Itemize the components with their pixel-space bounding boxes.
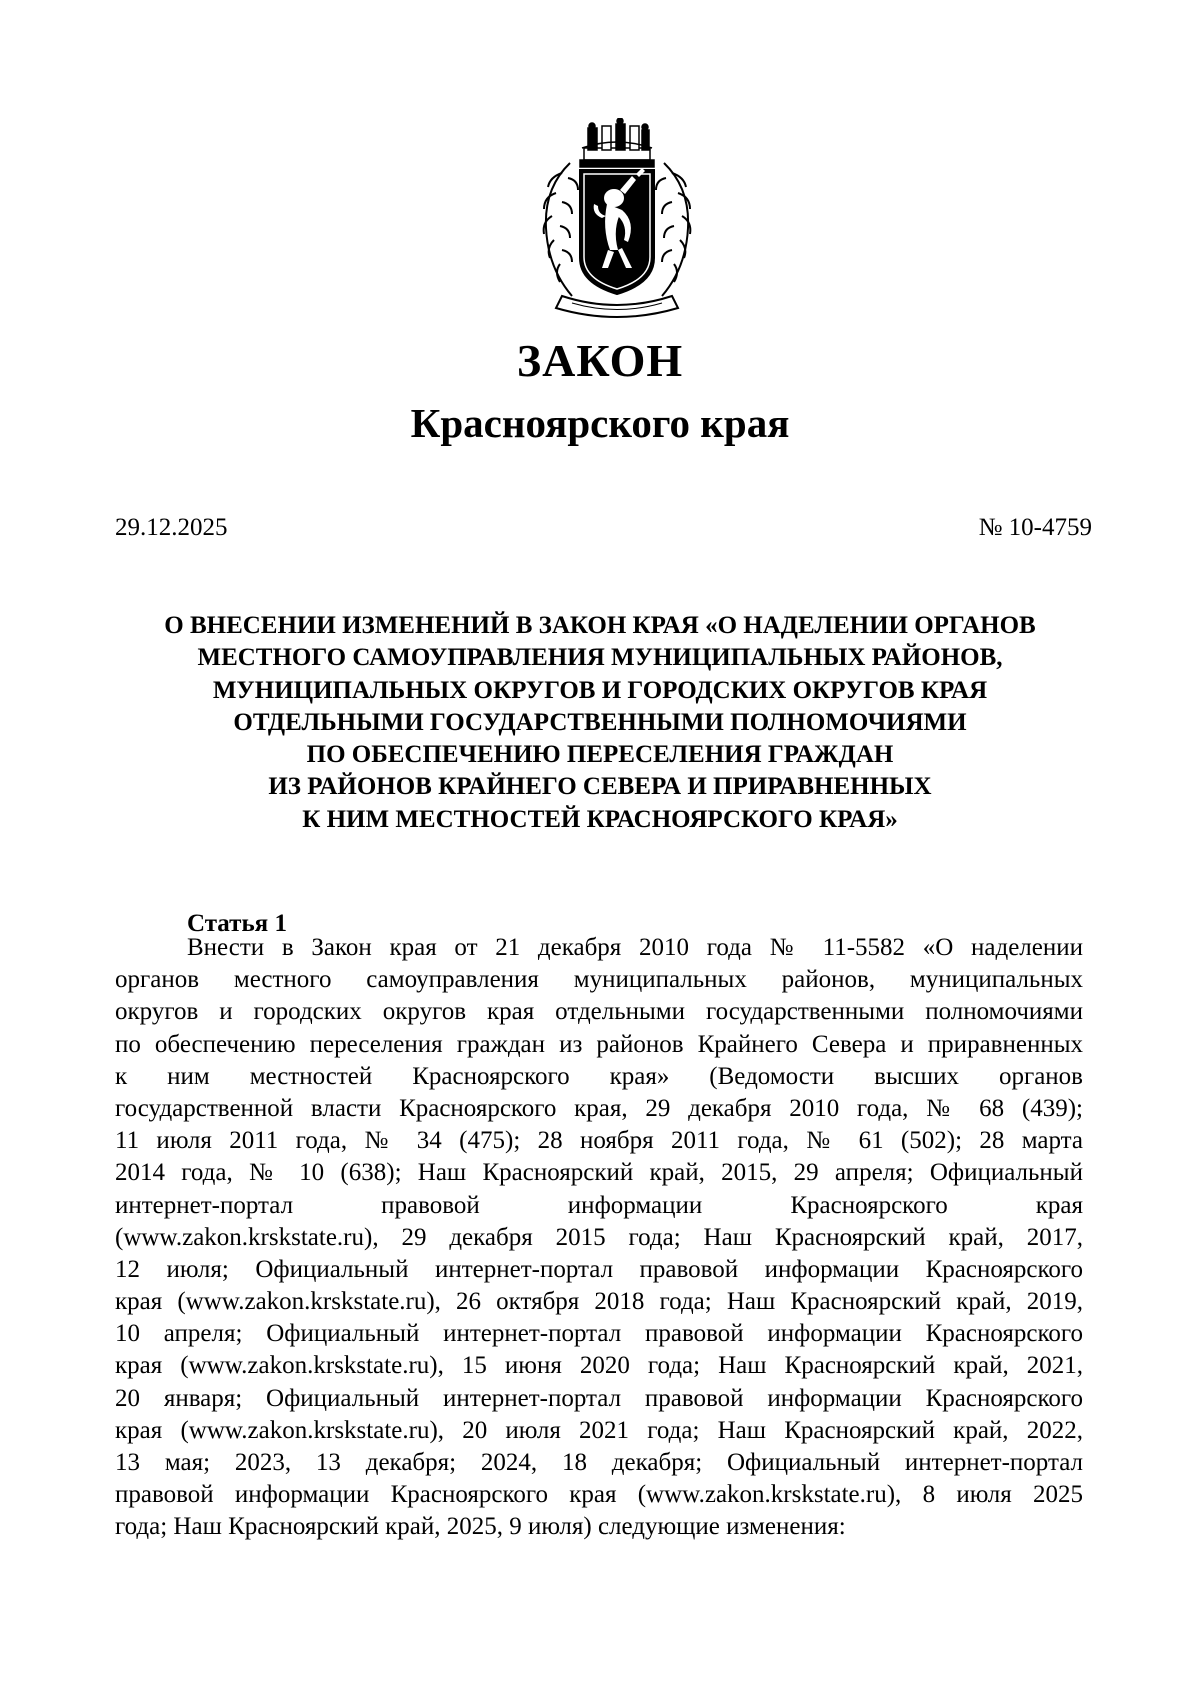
body-line: 10 апреля; Официальный интернет-портал правовой информации Красноярского — [115, 1320, 1083, 1348]
body-line: края (www.zakon.krskstate.ru), 15 июня 2020 года; Наш Красноярский край, 2021, — [115, 1352, 1083, 1380]
heading-line: О ВНЕСЕНИИ ИЗМЕНЕНИЙ В ЗАКОН КРАЯ «О НАДЕЛЕНИИ ОРГАНОВ — [164, 612, 1036, 639]
article-body — [115, 932, 1083, 1544]
article-title: Статья 1 — [187, 910, 287, 937]
body-line: края (www.zakon.krskstate.ru), 26 октября 2018 года; Наш Красноярский край, 2019, — [115, 1288, 1083, 1316]
law-heading — [100, 610, 1100, 836]
body-line: Внести в Закон края от 21 декабря 2010 года № 11-5582 «О наделении — [187, 934, 1083, 961]
body-line: государственной власти Красноярского края, 29 декабря 2010 года, № 68 (439); — [115, 1094, 1083, 1122]
heading-line: ИЗ РАЙОНОВ КРАЙНЕГО СЕВЕРА И ПРИРАВНЕННЫХ — [268, 773, 932, 801]
heading-line: К НИМ МЕСТНОСТЕЙ КРАСНОЯРСКОГО КРАЯ» — [302, 805, 898, 833]
body-line: интернет-портал правовой информации Красноярского края — [115, 1191, 1083, 1219]
body-line: 13 мая; 2023, 13 декабря; 2024, 18 декабря; Официальный интернет-портал — [115, 1449, 1083, 1476]
body-line: 2014 года, № 10 (638); Наш Красноярский край, 2015, 29 апреля; Официальный — [115, 1159, 1083, 1187]
document-title: ЗАКОН — [516, 335, 684, 386]
document-number: № 10-4759 — [978, 514, 1092, 541]
body-line: (www.zakon.krskstate.ru), 29 декабря 2015 года; Наш Красноярский край, 2017, — [115, 1223, 1083, 1251]
body-line: года; Наш Красноярский край, 2025, 9 июля) следующие изменения: — [115, 1513, 846, 1541]
heading-line: ПО ОБЕСПЕЧЕНИЮ ПЕРЕСЕЛЕНИЯ ГРАЖДАН — [306, 741, 894, 769]
body-line: правовой информации Красноярского края (www.zakon.krskstate.ru), 8 июля 2025 — [115, 1481, 1083, 1509]
heading-line: ОТДЕЛЬНЫМИ ГОСУДАРСТВЕННЫМИ ПОЛНОМОЧИЯМИ — [233, 708, 967, 736]
body-line: по обеспечению переселения граждан из районов Крайнего Севера и приравненных — [115, 1030, 1083, 1058]
body-line: 11 июля 2011 года, № 34 (475); 28 ноября 2011 года, № 61 (502); 28 марта — [115, 1127, 1083, 1155]
heading-line: МЕСТНОГО САМОУПРАВЛЕНИЯ МУНИЦИПАЛЬНЫХ РАЙОНОВ, — [197, 644, 1003, 672]
body-line: к ним местностей Красноярского края» (Ведомости высших органов — [115, 1062, 1083, 1090]
heading-line: МУНИЦИПАЛЬНЫХ ОКРУГОВ И ГОРОДСКИХ ОКРУГОВ КРАЯ — [212, 676, 988, 704]
body-line: края (www.zakon.krskstate.ru), 20 июля 2021 года; Наш Красноярский край, 2022, — [115, 1416, 1083, 1444]
body-line: округов и городских округов края отдельными государственными полномочиями — [115, 998, 1083, 1026]
body-line: 12 июля; Официальный интернет-портал правовой информации Красноярского — [115, 1255, 1083, 1283]
body-line: органов местного самоуправления муниципальных районов, муниципальных — [115, 966, 1083, 994]
body-line: 20 января; Официальный интернет-портал правовой информации Красноярского — [115, 1384, 1083, 1412]
coat-of-arms-icon — [532, 118, 702, 323]
document-date: 29.12.2025 — [115, 514, 228, 541]
document-subtitle: Красноярского края — [410, 400, 790, 446]
